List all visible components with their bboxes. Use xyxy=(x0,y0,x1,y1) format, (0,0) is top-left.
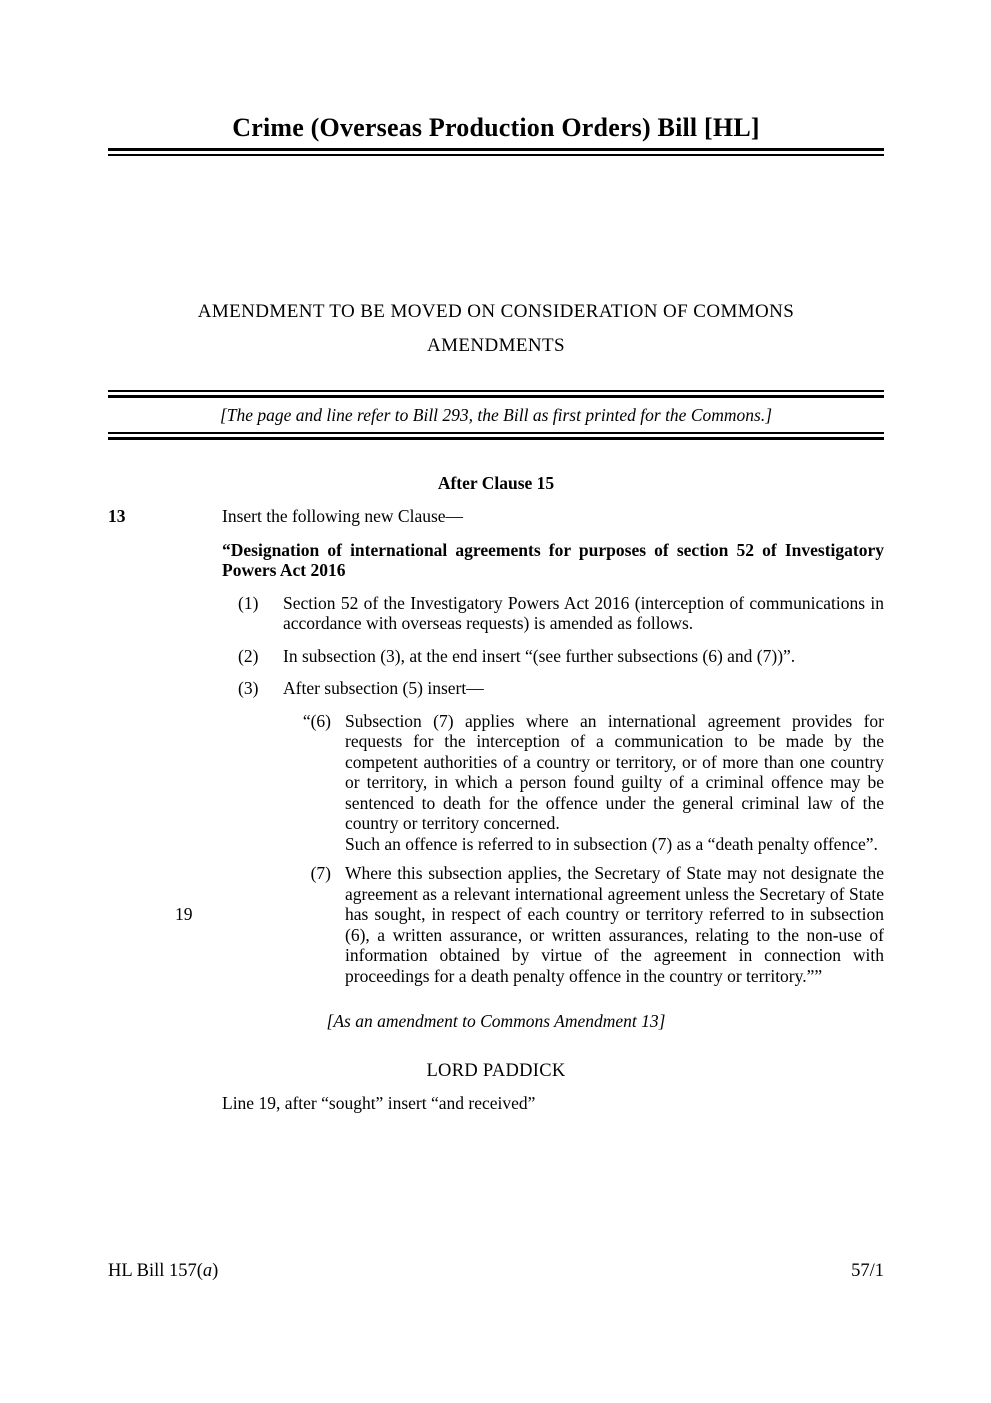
section-heading-line2: AMENDMENTS xyxy=(426,335,566,356)
reference-note: [The page and line refer to Bill 293, the Bill as first printed for the Commons.] xyxy=(219,405,773,425)
reference-note-box xyxy=(108,390,884,440)
note-bottom-rule xyxy=(108,432,884,440)
bill-reference-suffix: ) xyxy=(212,1261,219,1281)
clause-item-1-text: Section 52 of the Investigatory Powers Act 2016 (interception of communications in accordance with overseas requests) is amended as follows. xyxy=(283,592,884,633)
amendment-line-text: Line 19, after “sought” insert “and received” xyxy=(222,1093,536,1113)
clause-item-2-number: (2) xyxy=(238,645,259,666)
clause-item-3 xyxy=(238,678,884,699)
amendment-instruction: Insert the following new Clause— xyxy=(222,506,464,526)
subsection-6-label: “(6) xyxy=(302,710,331,731)
clause-item-1-number: (1) xyxy=(238,592,259,613)
subsection-7-text xyxy=(345,863,884,986)
clause-item-1 xyxy=(238,593,884,634)
session-reference: 57/1 xyxy=(851,1261,884,1281)
subsection-6-continuation: Such an offence is referred to in subsection (7) as a “death penalty offence”. xyxy=(345,833,878,854)
mover-name: LORD PADDICK xyxy=(426,1061,566,1081)
bill-reference xyxy=(108,1260,218,1282)
inserted-subsection-6 xyxy=(282,711,884,855)
clause-item-2-text: In subsection (3), at the end insert “(see further subsections (6) and (7))”. xyxy=(283,645,796,666)
margin-line-number: 19 xyxy=(175,904,193,924)
amendment-number: 13 xyxy=(108,506,126,526)
bill-reference-italic: a xyxy=(202,1261,213,1281)
page-title: Crime (Overseas Production Orders) Bill [HL] xyxy=(232,113,760,142)
section-heading-line1: AMENDMENT TO BE MOVED ON CONSIDERATION OF COMMONS xyxy=(197,301,795,322)
subsection-7-label: (7) xyxy=(310,863,331,883)
title-divider xyxy=(108,148,884,156)
new-clause-title: “Designation of international agreements for purposes of section 52 of Investigatory Powers Act 2016 xyxy=(222,539,884,580)
inserted-subsection-7 xyxy=(175,863,884,986)
subsection-7-paragraph: Where this subsection applies, the Secretary of State may not designate the agreement as a relevant international agreement unless the Secretary of State has sought, in respect of each country or territory referred to in subsection (6), a written assurance, or written assurances, relating to the non-use of information obtained by virtue of the agreement in connection with proceedings for a death penalty offence in the country or territory.”” xyxy=(345,863,884,986)
clause-item-3-text: After subsection (5) insert— xyxy=(283,678,484,698)
amendment-to-amendment-note: [As an amendment to Commons Amendment 13] xyxy=(326,1011,666,1031)
place-heading: After Clause 15 xyxy=(437,473,555,493)
amendment-header-row xyxy=(108,506,884,527)
section-heading xyxy=(108,295,884,363)
clause-item-3-number: (3) xyxy=(238,678,259,698)
subsection-6-text xyxy=(345,711,884,855)
clause-item-2 xyxy=(238,646,884,667)
bill-reference-prefix: HL Bill 157( xyxy=(108,1261,203,1281)
note-top-rule xyxy=(108,390,884,398)
page-footer xyxy=(108,1260,884,1282)
subsection-6-paragraph: Subsection (7) applies where an international agreement provides for requests for the interception of a communication to be made by the competent authorities of a country or territory, or of more than one country or territory, in which a person found guilty of a criminal offence may be sentenced to death for the offence under the general criminal law of the country or territory concerned. xyxy=(345,710,884,833)
